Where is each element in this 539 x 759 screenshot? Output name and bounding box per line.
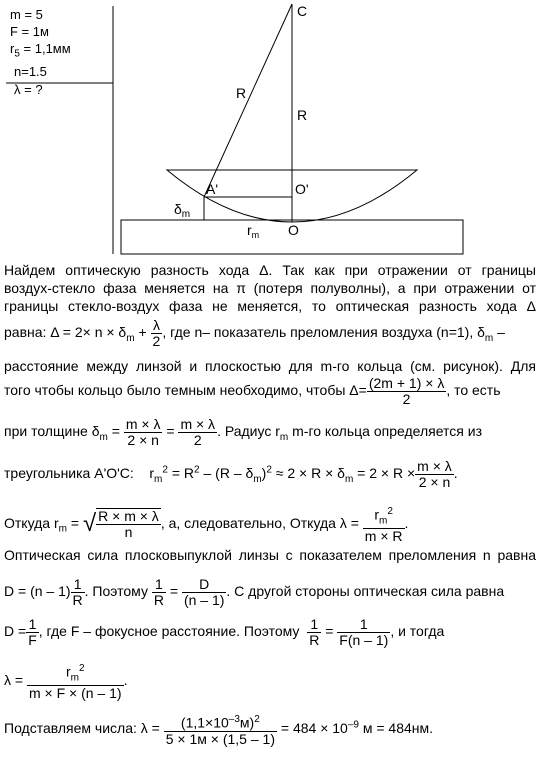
- lens-diagram: [0, 0, 539, 262]
- fraction-radius: $\frac{m \times \lambda}{2 \times n}$: [417, 458, 452, 490]
- para1-line4: равна: $\Delta = 2\times n \times \delta_m$ + $\frac{\lambda}{2}$ , где n– показатель преломления воздуха (n=1), $\delta_m$ –: [4, 317, 505, 349]
- label-R-vertical: R: [297, 107, 308, 123]
- para2-line4: λ = $\frac{r_m^2}{m \times F \times (n - 1)}$ .: [4, 663, 128, 702]
- label-A: A': [206, 181, 219, 197]
- fraction-1-R: $\frac{1}{R}$: [72, 576, 83, 608]
- given-n: n=1.5: [14, 63, 47, 79]
- para1-line7: при толщине $\delta_m$ = $\frac{m \times \lambda}{2 \times n}$ = $\frac{m \times \lambda}{2}$ . Радиус $r_m$ m-го кольца определяется из: [4, 416, 482, 448]
- fraction-thickness-1: $\frac{m \times \lambda}{2 \times n}$: [125, 416, 161, 448]
- label-C: C: [297, 3, 308, 19]
- para1-line1: Найдем оптическую разность хода Δ. Так как при отражении от границы: [4, 262, 536, 278]
- label-R-slanted: R: [236, 85, 247, 101]
- label-r: $r_m$: [247, 222, 260, 240]
- fraction-thickness-2: $\frac{m \times \lambda}{2}$: [180, 416, 216, 448]
- para2-line3: D = $\frac{1}{F}$ , где F – фокусное расстояние. Поэтому $\frac{1}{R}$ = $\frac{1}{F(n - 1)}$ , и тогда: [4, 616, 445, 648]
- given-m: m = 5: [10, 7, 43, 22]
- fraction-lambda-result: $\frac{r_m^2}{m \times R}$: [364, 506, 403, 545]
- given-lambda: λ = ?: [14, 81, 43, 97]
- fraction-sqrt: $\frac{R \times m \times \lambda}{n}$: [98, 508, 159, 541]
- radius-line: [204, 4, 292, 197]
- para1-line6: того чтобы кольцо было темным необходимо, чтобы Δ= $\frac{(2m + 1) \times \lambda}{2}$ , то есть: [4, 375, 501, 407]
- fraction-D-n1: $\frac{D}{(n - 1)}$: [183, 576, 225, 608]
- label-O: O: [288, 222, 299, 238]
- given-F: F = 1м: [10, 24, 49, 39]
- fraction-1-R-2: $\frac{1}{R}$: [153, 576, 164, 608]
- fraction-1-Fn1: $\frac{1}{F(n - 1)}$: [339, 616, 389, 648]
- label-O-prime: O': [295, 181, 309, 197]
- para1-line5: расстояние между линзой и плоскостью для m-го кольца (см. рисунок). Для: [4, 358, 536, 374]
- fraction-lambda-final: $\frac{r_m^2}{m \times F \times (n - 1)}$: [28, 663, 122, 702]
- given-r5: $r_5 = 1,1мм$: [10, 41, 71, 60]
- para1-line9: Откуда $r_m$ = √ $\frac{R \times m \times \lambda}{n}$ , а, следовательно, Откуда λ = $\frac{r_m^2}{m \times R}$ .: [4, 506, 409, 545]
- sqrt-sign: √: [82, 510, 97, 538]
- fraction-1-R-3: $\frac{1}{R}$: [309, 616, 320, 648]
- para2-line2: D = (n – 1) $\frac{1}{R}$ . Поэтому $\frac{1}{R}$ = $\frac{D}{(n - 1)}$ . С другой стороны оптическая сила равна: [4, 576, 505, 608]
- fraction-1-F: $\frac{1}{F}$: [28, 616, 37, 648]
- fraction-numeric: $\frac{(1,1\times 10^{-3}м)^2}{5 \times 1м \times (1,5 - 1)}$: [165, 714, 275, 747]
- para1-line3: границы стекло-воздух фаза не меняется, то оптическая разность хода Δ: [4, 298, 536, 314]
- para2-line5: Подставляем числа: λ = $\frac{(1,1\times 10^{-3}м)^2}{5 \times 1м \times (1,5 - 1)}$ = $484 \times 10^{-9}$ м = 484нм.: [4, 714, 434, 747]
- para1-line2: воздух-стекло фаза меняется на π (потеря полуволны), а при отражении от: [4, 280, 536, 296]
- label-delta: $\delta_m$: [174, 201, 191, 220]
- fraction-dark-condition: $\frac{(2m + 1) \times \lambda}{2}$: [368, 375, 445, 407]
- fraction-lambda-2: $\frac{\lambda}{2}$: [152, 317, 161, 349]
- para2-line1: Оптическая сила плосковыпуклой линзы с показателем преломления n равна: [4, 547, 536, 563]
- para1-line8: треугольника A'O'C: $r_m^2 = R^2 - (R - \delta_m)^2 \approx 2 \times R \times \delta_m = 2 \times R$ × $\frac{m \times \lambda}{2 \times n}$ .: [4, 458, 458, 490]
